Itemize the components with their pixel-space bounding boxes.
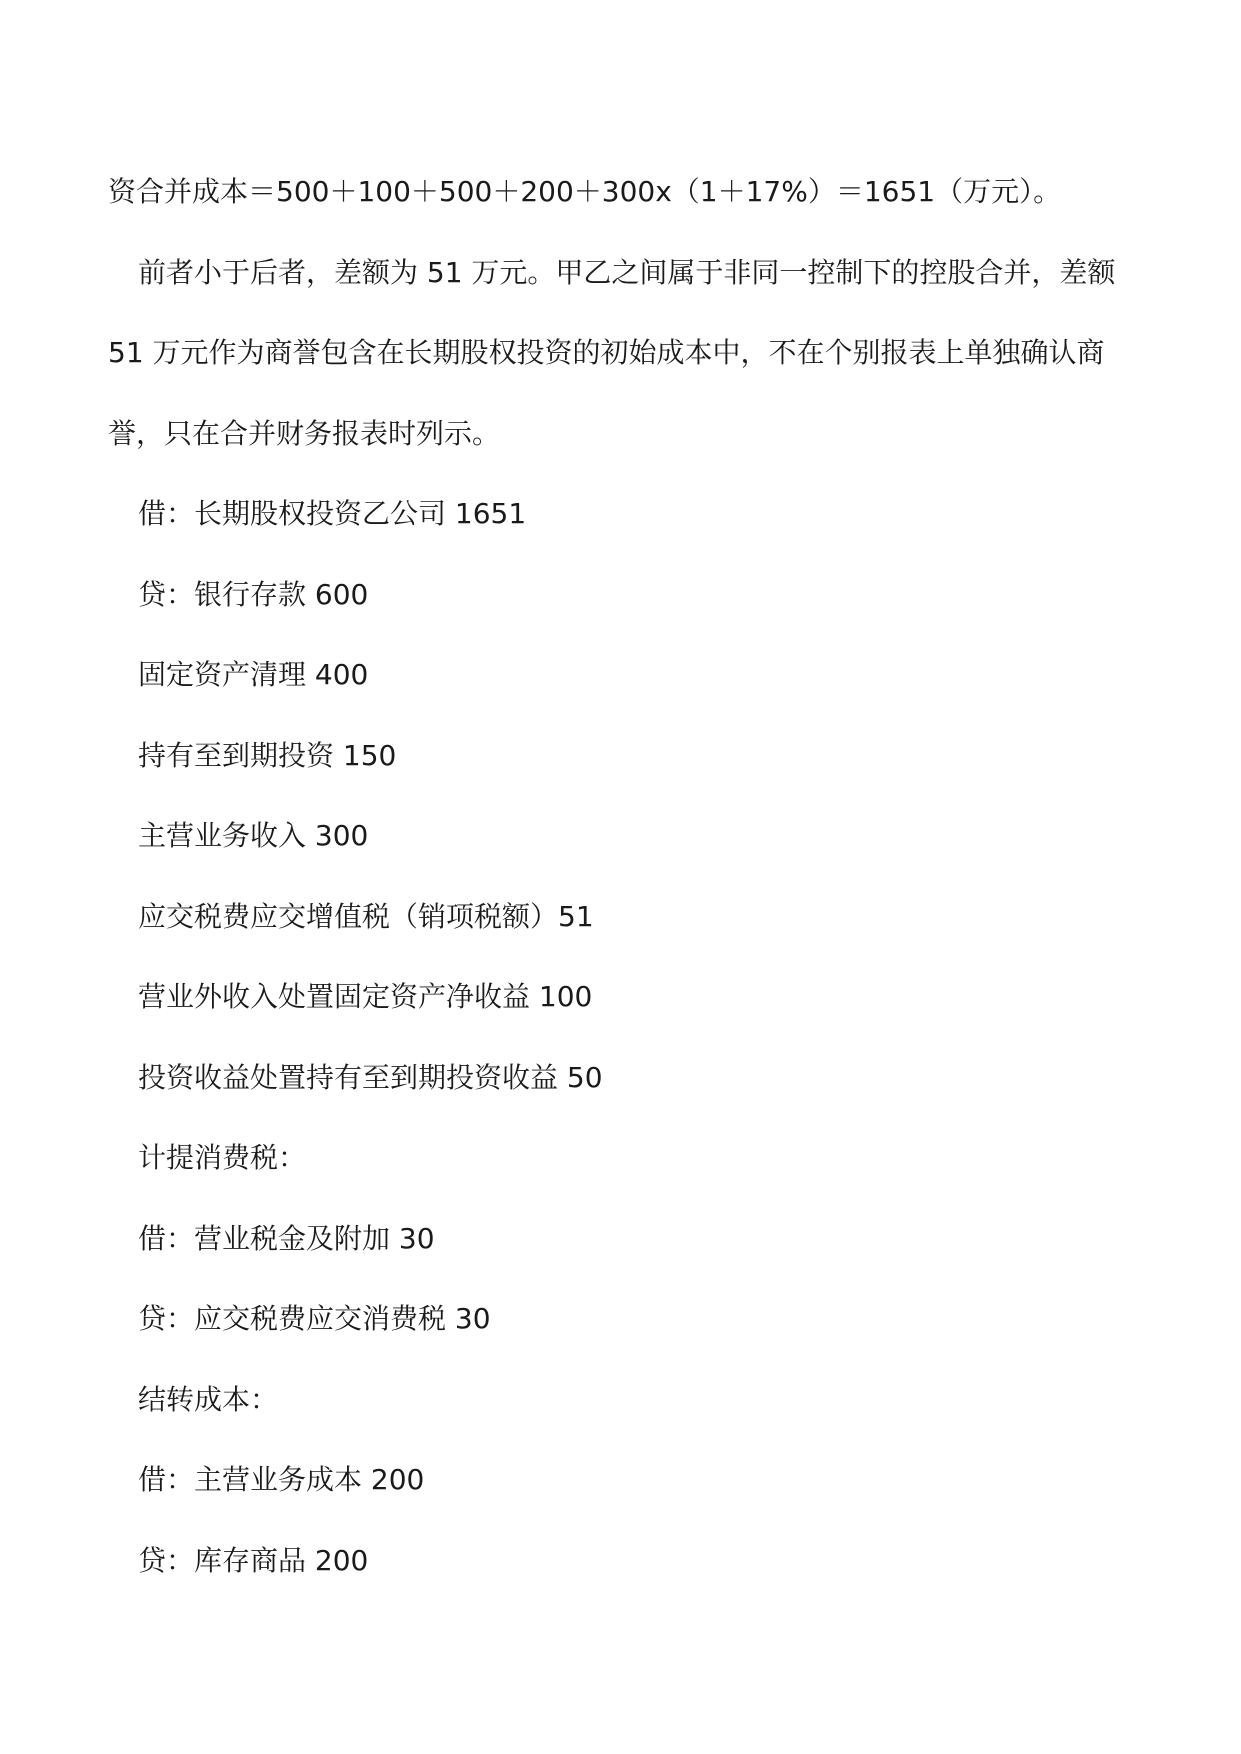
entry-credit-bank-deposit: 贷：银行存款 600 — [138, 578, 369, 611]
entry-investment-income: 投资收益处置持有至到期投资收益 50 — [138, 1061, 603, 1094]
entry-vat-output: 应交税费应交增值税（销项税额）51 — [138, 900, 594, 933]
entry-credit-inventory: 贷：库存商品 200 — [138, 1544, 369, 1577]
entry-held-to-maturity: 持有至到期投资 150 — [138, 739, 397, 772]
entry-debit-business-tax: 借：营业税金及附加 30 — [138, 1222, 435, 1255]
entry-debit-main-cost: 借：主营业务成本 200 — [138, 1463, 425, 1496]
entry-debit-long-term-equity: 借：长期股权投资乙公司 1651 — [138, 497, 527, 530]
heading-consumption-tax: 计提消费税： — [138, 1141, 307, 1174]
paragraph-goodwill-line2: 51 万元作为商誉包含在长期股权投资的初始成本中，不在个别报表上单独确认商 — [108, 336, 1105, 369]
paragraph-goodwill-line3: 誉，只在合并财务报表时列示。 — [108, 417, 501, 450]
paragraph-goodwill-line1: 前者小于后者，差额为 51 万元。甲乙之间属于非同一控制下的控股合并，差额 — [138, 256, 1116, 289]
entry-non-operating-income: 营业外收入处置固定资产净收益 100 — [138, 980, 593, 1013]
entry-credit-consumption-tax: 贷：应交税费应交消费税 30 — [138, 1302, 491, 1335]
entry-main-revenue: 主营业务收入 300 — [138, 819, 369, 852]
entry-fixed-asset-disposal: 固定资产清理 400 — [138, 658, 369, 691]
paragraph-merge-cost: 资合并成本＝500＋100＋500＋200＋300x（1＋17%）＝1651（万元）。 — [108, 175, 1062, 208]
heading-carry-forward-cost: 结转成本： — [138, 1383, 279, 1416]
